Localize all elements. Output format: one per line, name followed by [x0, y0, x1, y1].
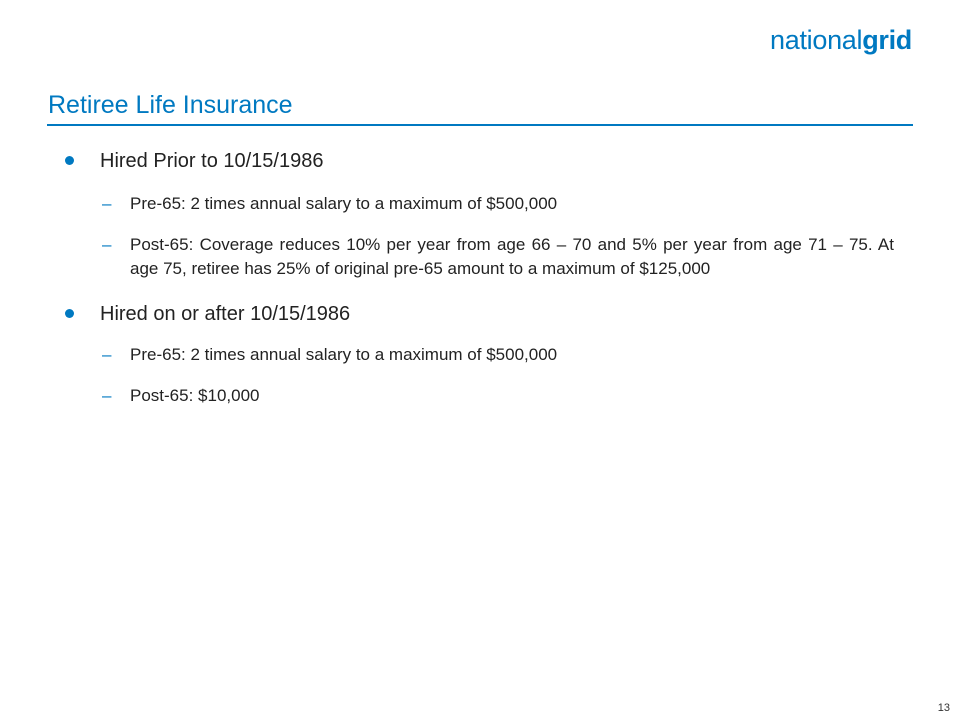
bullet-dot-icon: [65, 156, 74, 165]
bullet-text: Hired on or after 10/15/1986: [100, 303, 351, 325]
sub-bullet-text: Post-65: Coverage reduces 10% per year from age 66 – 70 and 5% per year from age 71 – 75. At age 75, retiree has 25% of original pre-65 amount to a maximum of $125,000: [130, 235, 894, 278]
page-number: 13: [937, 702, 950, 714]
logo-text-grid: grid: [862, 25, 912, 55]
slide-content: [48, 145, 894, 408]
bullet-hired-prior: [48, 147, 894, 175]
logo-text-national: national: [770, 25, 863, 55]
sub-bullet-text: Post-65: $10,000: [130, 386, 260, 405]
dash-icon: –: [102, 235, 112, 254]
dash-icon: –: [102, 386, 112, 405]
bullet-dot-icon: [65, 309, 74, 318]
bullet-hired-on-or-after: [48, 300, 894, 328]
title-divider: [47, 124, 913, 126]
slide-title: Retiree Life Insurance: [48, 91, 293, 119]
bullet-text: Hired Prior to 10/15/1986: [100, 150, 324, 172]
dash-icon: –: [102, 345, 112, 364]
sub-bullet-text: Pre-65: 2 times annual salary to a maximum of $500,000: [130, 194, 558, 213]
nationalgrid-logo: [770, 24, 912, 56]
sub-bullet-pre65: [48, 343, 894, 367]
sub-bullet-post65: [48, 233, 894, 281]
sub-bullet-post65: [48, 384, 894, 408]
sub-bullet-text: Pre-65: 2 times annual salary to a maximum of $500,000: [130, 345, 558, 364]
dash-icon: –: [102, 194, 112, 213]
sub-bullet-pre65: [48, 192, 894, 216]
